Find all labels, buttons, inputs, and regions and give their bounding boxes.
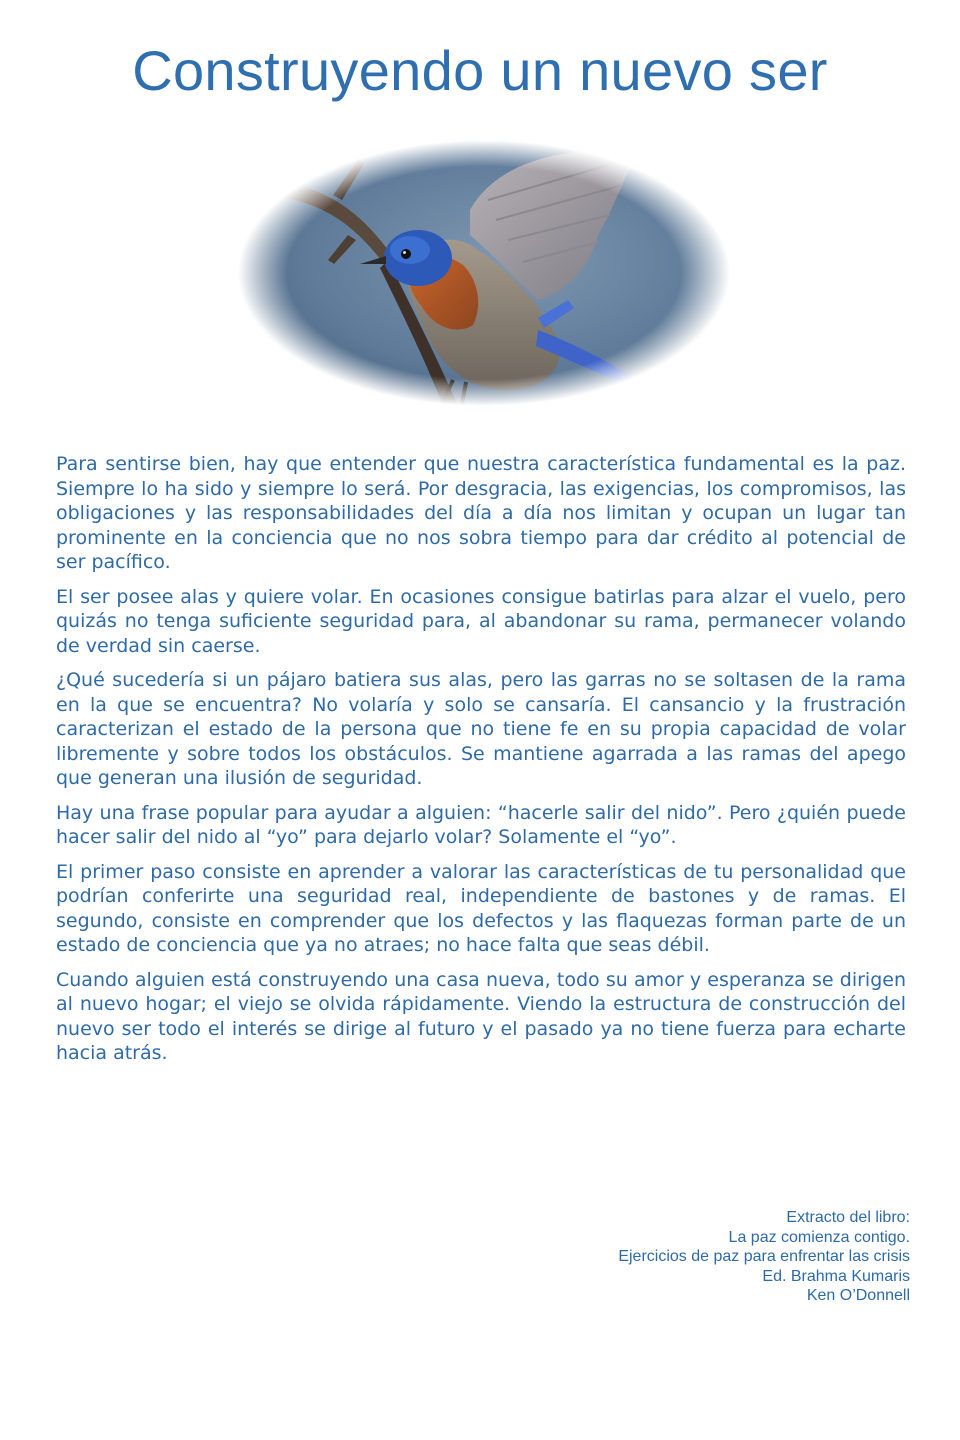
paragraph: ¿Qué sucedería si un pájaro batiera sus alas, pero las garras no se soltasen de la rama en la que se encuentra? No volaría y solo se cansaría. El cansancio y la frustración caracterizan el estado de la persona que no tiene fe en su propia capacidad de volar libremente y sobre todos los obstáculos. Se mantiene agarrada a las ramas del apego que generan una ilusión de seguridad. xyxy=(56,669,906,789)
paragraph: Cuando alguien está construyendo una casa nueva, todo su amor y esperanza se dirigen al nuevo hogar; el viejo se olvida rápidamente. Viendo la estructura de construcción del nuevo ser todo el interés se dirige al futuro y el pasado ya no tiene fuerza para echarte hacia atrás. xyxy=(56,968,906,1064)
source-line: Ejercicios de paz para enfrentar las crisis xyxy=(618,1248,910,1265)
paragraph: El ser posee alas y quiere volar. En ocasiones consigue batirlas para alzar el vuelo, pero quizás no tenga suficiente seguridad para, al abandonar su rama, permanecer volando de verdad sin caerse. xyxy=(56,585,906,657)
source-line: Ed. Brahma Kumaris xyxy=(762,1267,910,1285)
article-body xyxy=(56,452,906,1076)
source-line: La paz comienza contigo. xyxy=(728,1228,910,1246)
paragraph: Para sentirse bien, hay que entender que nuestra característica fundamental es la paz. Siempre lo ha sido y siempre lo será. Por desgracia, las exigencias, los compromisos, las obligaciones y las responsabilidades del día a día nos limitan y ocupan un lugar tan prominente en la conciencia que no nos sobra tiempo para dar crédito al potencial de ser pacífico. xyxy=(56,453,906,573)
source-line: Extracto del libro: xyxy=(786,1209,910,1226)
page-title: Construyendo un nuevo ser xyxy=(132,39,828,102)
paragraph: El primer paso consiste en aprender a valorar las características de tu personalidad que podrían conferirte una seguridad real, independiente de bastones y de ramas. El segundo, consiste en comprender que los defectos y las flaquezas forman parte de un estado de conciencia que ya no atraes; no hace falta que seas débil. xyxy=(56,860,906,956)
bluebird-photo-icon xyxy=(238,140,730,406)
source-citation xyxy=(490,1208,910,1306)
bird-photo xyxy=(238,140,730,406)
source-line: Ken O’Donnell xyxy=(806,1287,910,1304)
paragraph: Hay una frase popular para ayudar a alguien: “hacerle salir del nido”. Pero ¿quién puede hacer salir del nido al “yo” para dejarlo volar? Solamente el “yo”. xyxy=(56,801,906,848)
